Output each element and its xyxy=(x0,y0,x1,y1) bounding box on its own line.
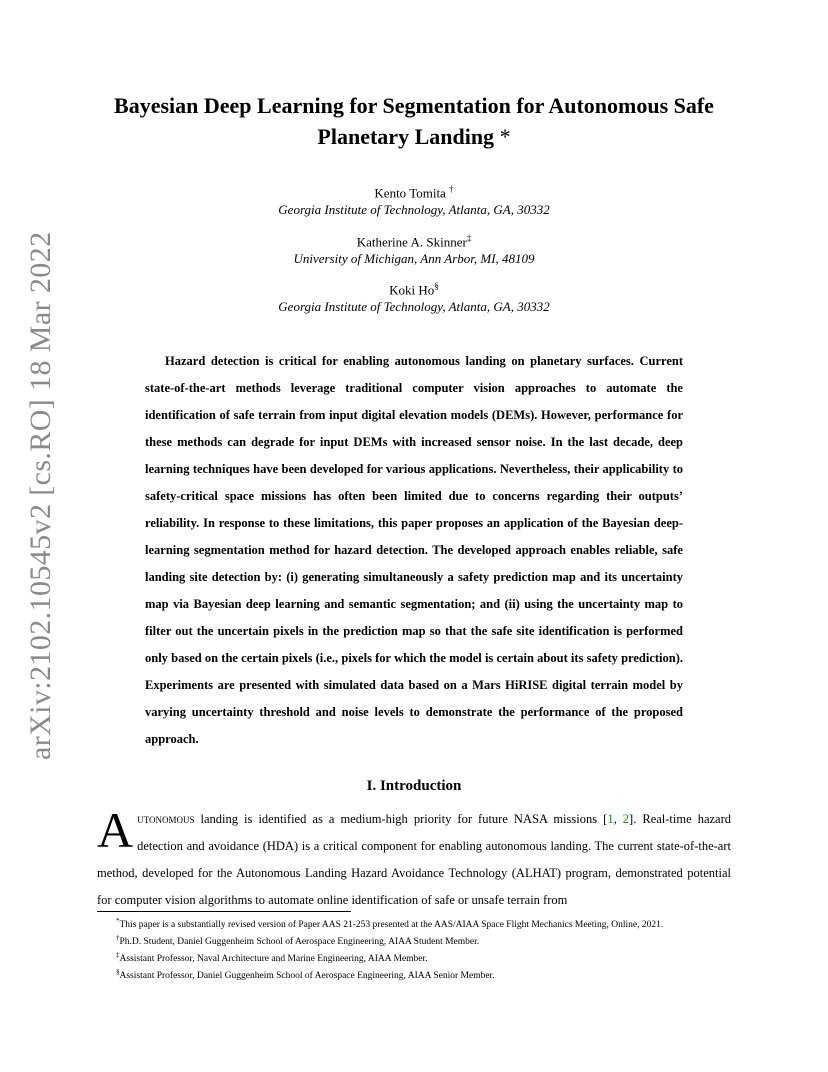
author-footnote-mark: ‡ xyxy=(466,233,472,243)
author-block xyxy=(150,230,678,267)
author-block xyxy=(150,278,678,315)
footnote-text: Ph.D. Student, Daniel Guggenheim School of Aerospace Engineering, AIAA Student Member. xyxy=(119,937,480,948)
section-heading: I. Introduction xyxy=(366,778,462,794)
arxiv-identifier: arXiv:2102.10545v2 [cs.RO] 18 Mar 2022 xyxy=(24,231,57,760)
footnote xyxy=(116,949,736,966)
author-name: Katherine A. Skinner‡ xyxy=(356,233,472,250)
abstract: Hazard detection is critical for enabling autonomous landing on planetary surfaces. Current state-of-the-art methods leverage traditional computer vision approaches to automate the identification of safe terrain from input digital elevation models (DEMs). However, performance for these methods can degrade for input DEMs with increased sensor noise. In the last decade, deep learning techniques have been developed for various applications. Nevertheless, their applicability to safety-critical space missions has often been limited due to concerns regarding their outputs’ reliability. In response to these limitations, this paper proposes an application of the Bayesian deep-learning segmentation method for hazard detection. The developed approach enables reliable, safe landing site detection by: (i) generating simultaneously a safety prediction map and its uncertainty map via Bayesian deep learning and semantic segmentation; and (ii) using the uncertainty map to filter out the uncertain pixels in the prediction map so that the safe site identification is performed only based on the certain pixels (i.e., pixels for which the model is certain about its safety prediction). Experiments are presented with simulated data based on a Mars HiRISE digital terrain model by varying uncertainty threshold and noise levels to demonstrate the performance of the proposed approach. xyxy=(145,354,683,746)
citation-bracket-close: ] xyxy=(629,812,634,826)
citation-link[interactable]: 1 xyxy=(607,812,614,826)
title-line-2: Planetary Landing xyxy=(317,124,495,149)
author-affiliation: Georgia Institute of Technology, Atlanta, GA, 30332 xyxy=(278,299,550,315)
footnote-divider xyxy=(97,911,351,912)
introduction-paragraph xyxy=(97,802,732,914)
footnote xyxy=(116,966,736,983)
title-footnote-mark: * xyxy=(499,124,511,149)
smallcaps-word: utonomous xyxy=(137,812,195,826)
paper-title xyxy=(90,90,738,152)
author-name: Kento Tomita † xyxy=(374,184,454,201)
footnote xyxy=(116,915,736,932)
footnote-mark: ‡ xyxy=(116,951,120,960)
footnote-text: Assistant Professor, Naval Architecture and Marine Engineering, AIAA Member. xyxy=(119,954,428,965)
footnotes xyxy=(116,915,736,984)
title-line-1: Bayesian Deep Learning for Segmentation for Autonomous Safe xyxy=(114,93,714,118)
intro-text: . Real-time hazard detection and avoidance (HDA) is a critical component for enabling autonomous landing. The current state-of-the-art method, developed for the Autonomous Landing Hazard Avoidance Technology (ALHAT) program, demonstrated potential for computer vision algorithms to automate online identification of safe or unsafe terrain from xyxy=(97,812,732,907)
footnote xyxy=(116,932,736,949)
footnote-text: This paper is a substantially revised version of Paper AAS 21-253 presented at the AAS/AIAA Space Flight Mechanics Meeting, Online, 2021. xyxy=(119,920,664,931)
author-name: Koki Ho§ xyxy=(389,281,439,298)
author-block xyxy=(150,181,678,218)
footnote-mark: † xyxy=(116,934,120,943)
citation-bracket-open: [ xyxy=(603,812,608,826)
author-affiliation: Georgia Institute of Technology, Atlanta, GA, 30332 xyxy=(278,202,550,218)
footnote-mark: § xyxy=(116,968,120,977)
author-footnote-mark: † xyxy=(449,184,454,194)
footnote-mark: * xyxy=(116,917,120,925)
footnote-text: Assistant Professor, Daniel Guggenheim School of Aerospace Engineering, AIAA Senior Member. xyxy=(119,971,495,982)
author-affiliation: University of Michigan, Ann Arbor, MI, 48109 xyxy=(293,251,535,267)
intro-text: landing is identified as a medium-high priority for future NASA missions xyxy=(194,812,604,826)
citation-separator: , xyxy=(613,812,623,826)
drop-cap: A xyxy=(97,802,134,858)
citation-link[interactable]: 2 xyxy=(622,812,630,826)
author-footnote-mark: § xyxy=(434,281,439,291)
